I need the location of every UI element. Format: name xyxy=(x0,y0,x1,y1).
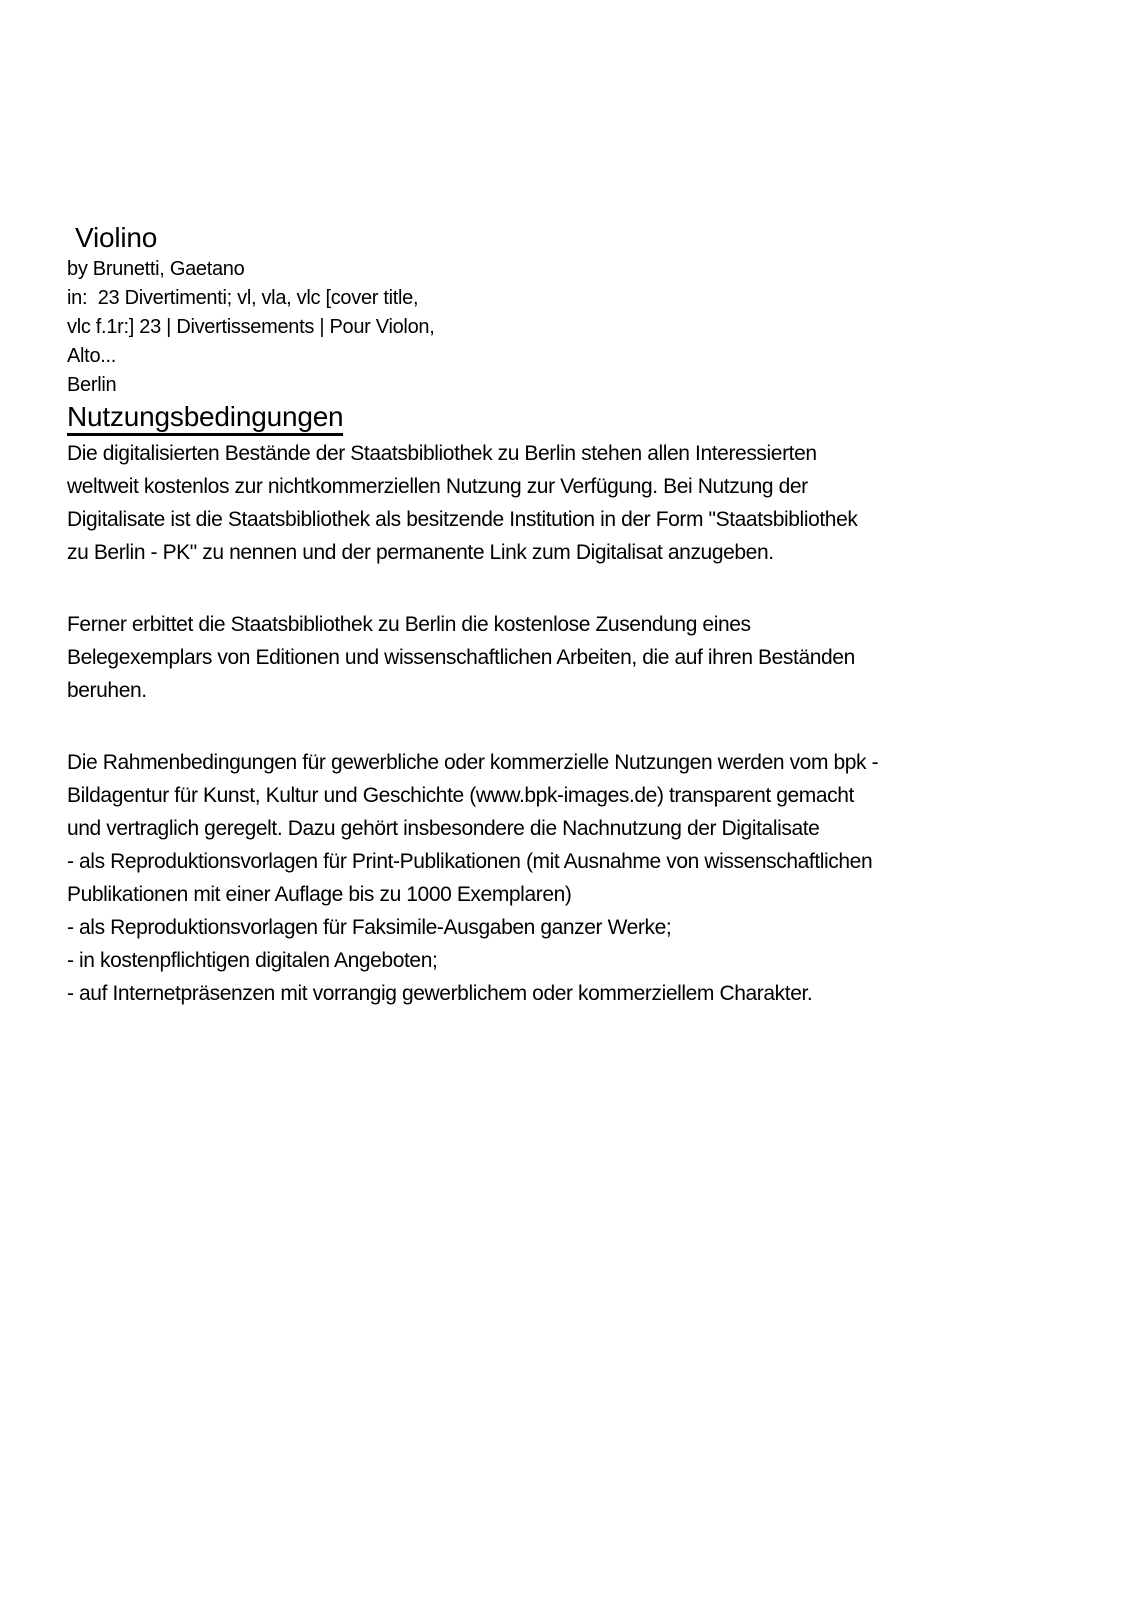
list-item-print-publications-cont: Publikationen mit einer Auflage bis zu 1000 Exemplaren) xyxy=(67,883,572,906)
paragraph-line: Die digitalisierten Bestände der Staatsbibliothek zu Berlin stehen allen Interessierten xyxy=(67,442,817,465)
work-title: Violino xyxy=(75,222,158,253)
paragraph-line: und vertraglich geregelt. Dazu gehört insbesondere die Nachnutzung der Digitalisate xyxy=(67,817,820,840)
paragraph-line: Digitalisate ist die Staatsbibliothek als besitzende Institution in der Form "Staatsbibliothek xyxy=(67,508,858,531)
work-metadata xyxy=(67,255,1087,400)
paragraph-line: Ferner erbittet die Staatsbibliothek zu Berlin die kostenlose Zusendung eines xyxy=(67,613,751,636)
paragraph-line: Belegexemplars von Editionen und wissenschaftlichen Arbeiten, die auf ihren Beständen xyxy=(67,646,855,669)
metadata-line-instrumentation: Alto... xyxy=(67,345,117,367)
paragraph-line: weltweit kostenlos zur nichtkommerziellen Nutzung zur Verfügung. Bei Nutzung der xyxy=(67,475,808,498)
list-item-facsimile: - als Reproduktionsvorlagen für Faksimile-Ausgaben ganzer Werke; xyxy=(67,916,672,939)
paragraph-line: Bildagentur für Kunst, Kultur und Geschichte (www.bpk-images.de) transparent gemacht xyxy=(67,784,854,807)
document-content xyxy=(67,221,1087,1010)
list-item-commercial-websites: - auf Internetpräsenzen mit vorrangig gewerblichem oder kommerziellem Charakter. xyxy=(67,982,813,1005)
metadata-line-cover-title: vlc f.1r:] 23 | Divertissements | Pour Violon, xyxy=(67,316,435,338)
metadata-line-collection: in: 23 Divertimenti; vl, vla, vlc [cover title, xyxy=(67,287,419,309)
list-item-print-publications: - als Reproduktionsvorlagen für Print-Publikationen (mit Ausnahme von wissenschaftlichen xyxy=(67,850,873,873)
paragraph-line: zu Berlin - PK" zu nennen und der permanente Link zum Digitalisat anzugeben. xyxy=(67,541,774,564)
metadata-line-author: by Brunetti, Gaetano xyxy=(67,258,245,280)
paragraph-noncommercial-use xyxy=(67,437,1087,569)
paragraph-commercial-use xyxy=(67,746,1087,1010)
paragraph-deposit-copy xyxy=(67,608,1087,707)
metadata-line-place: Berlin xyxy=(67,374,117,396)
list-item-paid-digital-offers: - in kostenpflichtigen digitalen Angeboten; xyxy=(67,949,438,972)
paragraph-line: Die Rahmenbedingungen für gewerbliche oder kommerzielle Nutzungen werden vom bpk - xyxy=(67,751,879,774)
section-heading-nutzungsbedingungen: Nutzungsbedingungen xyxy=(67,402,343,436)
paragraph-line: beruhen. xyxy=(67,679,147,702)
